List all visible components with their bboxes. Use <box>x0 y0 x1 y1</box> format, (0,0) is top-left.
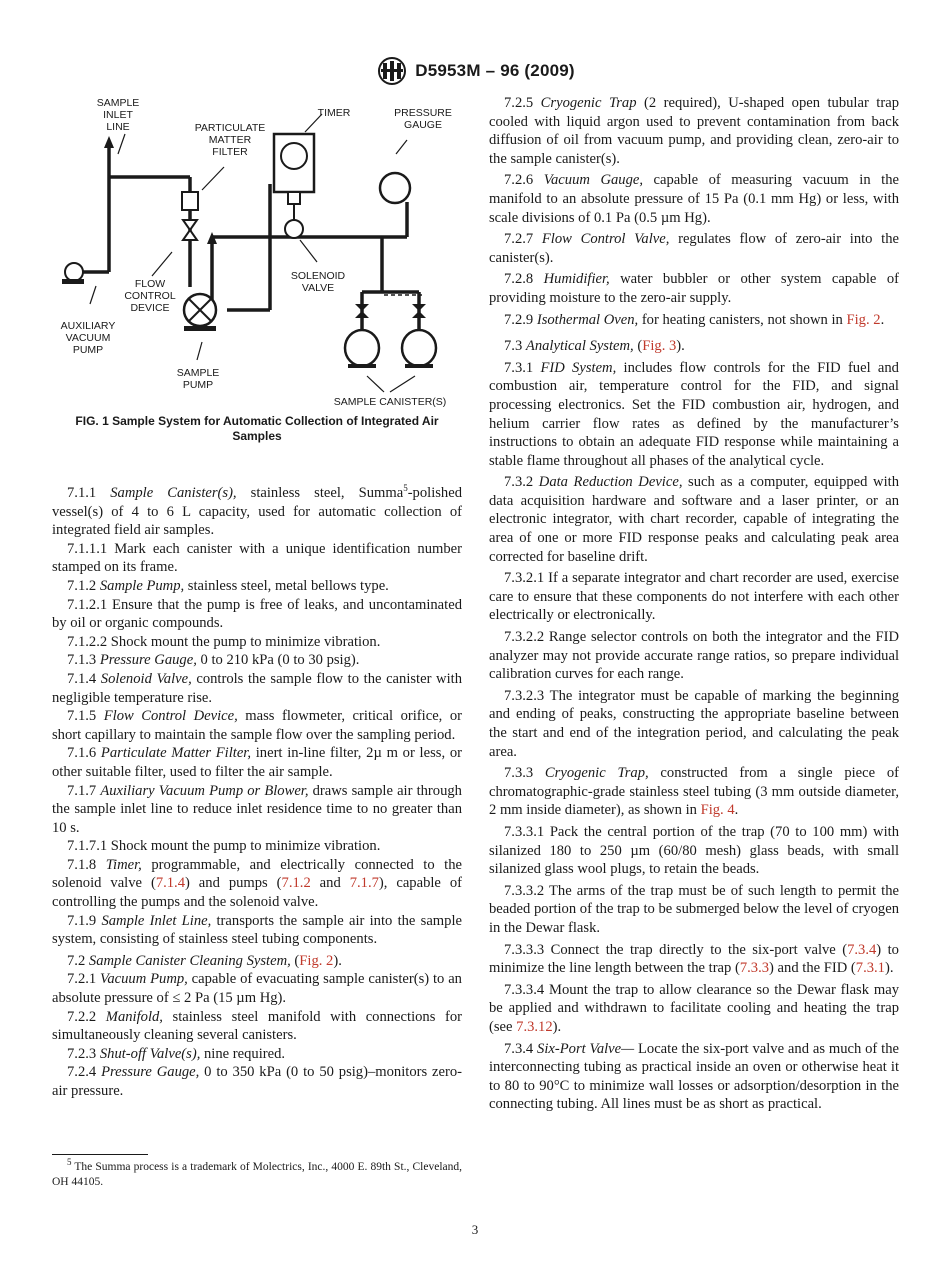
label-flow-control-device-2: CONTROL <box>124 290 176 302</box>
page-header <box>0 56 950 86</box>
paragraph-7-3-3-2: 7.3.3.2 The arms of the trap must be of such length to permit the beaded portion of the trap to be submerged below the level of cryogen in the Dewar flask. <box>489 882 899 936</box>
paragraph-7-2-8: 7.2.8 Humidifier, water bubbler or other system capable of providing moisture to the zero-air supply. <box>489 271 899 306</box>
label-sample-canisters: SAMPLE CANISTER(S) <box>333 396 447 408</box>
paragraph-7-1-1-1: 7.1.1.1 Mark each canister with a unique identification number stamped on its frame. <box>52 540 462 576</box>
label-flow-control-device-3: DEVICE <box>130 302 170 314</box>
paragraph-7-3-2-2: 7.3.2.2 Range selector controls on both the integrator and the FID analyzer may not provide accurate range ratios, so prepare individual calibration curves for each range. <box>489 629 899 683</box>
paragraph-7-2-1: 7.2.1 Vacuum Pump, capable of evacuating sample canister(s) to an absolute pressure of ≤ 2 Pa (15 µm Hg). <box>52 971 462 1007</box>
paragraph-7-2-4: 7.2.4 Pressure Gauge, 0 to 350 kPa (0 to 50 psig)–monitors zero-air pressure. <box>52 1064 462 1099</box>
page-number: 3 <box>471 1222 479 1237</box>
paragraph-7-1-2: 7.1.2 Sample Pump, stainless steel, metal bellows type. <box>67 577 389 594</box>
paragraph-7-2-6: 7.2.6 Vacuum Gauge, capable of measuring vacuum in the manifold to an absolute pressure of 15 Pa (0.1 mm Hg) or less, with scale divisions of 0.1 Pa (0.5 µm Hg). <box>489 172 899 226</box>
label-auxiliary-vacuum-pump: AUXILIARY <box>60 320 116 332</box>
paragraph-7-1-6: 7.1.6 Particulate Matter Filter, inert in-line filter, 2µ m or less, or other suitable filter, used to filter the air sample. <box>52 745 462 780</box>
label-sample-inlet-line: SAMPLE <box>96 97 140 109</box>
paragraph-7-2: 7.2 Sample Canister Cleaning System, (Fig. 2). <box>67 952 342 969</box>
label-particulate-filter-3: FILTER <box>212 146 248 158</box>
label-timer: TIMER <box>317 107 351 119</box>
footnote-mark: 5 <box>67 1157 72 1168</box>
paragraph-7-2-3: 7.2.3 Shut-off Valve(s), nine required. <box>67 1045 286 1062</box>
paragraph-7-3-3-1: 7.3.3.1 Pack the central portion of the trap (70 to 100 mm) with silanized 180 to 250 µm (60/80 mesh) glass beads, with small silanized glass wool plugs, to retain the beads. <box>489 823 900 878</box>
label-solenoid-valve-2: VALVE <box>301 282 335 294</box>
paragraph-7-3-1: 7.3.1 FID System, includes flow controls for the FID fuel and combustion air, temperature control for the FID, and signal processing electronics. Set the FID combustion air, hydrogen, and helium carrier flow rates as defined by the manufacturer’s instructions to obtain an adequate FID response while maintaining a stable flame throughout all phases of the analytical cycle. <box>489 359 899 469</box>
link-7-1-2[interactable]: 7.1.2 <box>281 875 311 892</box>
link-fig-2[interactable]: Fig. 2 <box>299 952 334 969</box>
link-7-3-12[interactable]: 7.3.12 <box>516 1018 553 1035</box>
sample-system-schematic <box>52 92 462 412</box>
paragraph-7-1-4: 7.1.4 Solenoid Valve, controls the sample flow to the canister with negligible temperature rise. <box>52 670 462 706</box>
link-7-1-7[interactable]: 7.1.7 <box>349 875 379 892</box>
link-7-3-3[interactable]: 7.3.3 <box>739 960 770 977</box>
footnote-5 <box>52 1157 462 1190</box>
paragraph-7-1-2-2: 7.1.2.2 Shock mount the pump to minimize vibration. <box>67 633 381 650</box>
paragraph-7-3-2-1: 7.3.2.1 If a separate integrator and chart recorder are used, exercise care to ensure that these components do not interfere with each other electrically or electronically. <box>489 570 899 624</box>
left-column <box>52 484 462 1101</box>
paragraph-7-2-2: 7.2.2 Manifold, stainless steel manifold with connections for simultaneously cleaning several canisters. <box>52 1008 462 1044</box>
document-designation: D5953M – 96 (2009) <box>415 61 575 80</box>
paragraph-7-1-7: 7.1.7 Auxiliary Vacuum Pump or Blower, draws sample air through the sample inlet line to reduce inlet residence time to no greater than 10 s. <box>52 782 462 836</box>
paragraph-7-3-2: 7.3.2 Data Reduction Device, such as a computer, equipped with data acquisition hardware and software and a laser printer, or an electronic integrator, with chart recorder, capable of integrating the area of one or more FID response peaks and calculating peak area corrected for baseline drift. <box>489 474 899 565</box>
label-flow-control-device: FLOW <box>134 278 166 290</box>
link-fig-4[interactable]: Fig. 4 <box>700 802 735 819</box>
footnote-rule <box>52 1154 148 1155</box>
paragraph-7-2-5: 7.2.5 Cryogenic Trap (2 required), U-shaped open tubular trap cooled with liquid argon used to prevent contamination from back diffusion of oil from vacuum pump, and providing clean, zero-air to the sample canister(s). <box>489 95 899 167</box>
label-auxiliary-vacuum-pump-2: VACUUM <box>65 332 111 344</box>
link-7-3-4[interactable]: 7.3.4 <box>847 941 877 958</box>
paragraph-7-3-3-3: 7.3.3.3 Connect the trap directly to the six-port valve (7.3.4) to minimize the line length between the trap (7.3.3) and the FID (7.3.1). <box>489 941 899 977</box>
link-7-3-1[interactable]: 7.3.1 <box>855 960 885 977</box>
paragraph-7-3-4: 7.3.4 Six-Port Valve— Locate the six-port valve and as much of the interconnecting tubing as practical inside an oven or otherwise heat it to 80 to 90°C to minimize wall losses or adsorption/desorption in the connecting tubing. All lines must be as short as practical. <box>489 1040 899 1113</box>
label-sample-pump: SAMPLE <box>176 367 220 379</box>
label-auxiliary-vacuum-pump-3: PUMP <box>72 344 104 356</box>
label-particulate-filter: PARTICULATE <box>194 122 266 134</box>
paragraph-7-1-8: 7.1.8 Timer, programmable, and electrically connected to the solenoid valve (7.1.4) and pumps (7.1.2 and 7.1.7), capable of controlling the pumps and the solenoid valve. <box>52 856 463 911</box>
label-sample-inlet-line-2: INLET <box>103 109 133 121</box>
link-7-1-4[interactable]: 7.1.4 <box>155 875 185 892</box>
footnote-ref-5[interactable]: 5 <box>403 483 408 494</box>
astm-logo-icon <box>375 56 409 86</box>
label-solenoid-valve: SOLENOID <box>290 270 346 282</box>
paragraph-7-2-7: 7.2.7 Flow Control Valve, regulates flow of zero-air into the canister(s). <box>489 231 899 266</box>
right-column <box>489 94 899 1114</box>
label-sample-pump-2: PUMP <box>182 379 214 391</box>
paragraph-7-1-2-1: 7.1.2.1 Ensure that the pump is free of leaks, and uncontaminated by oil or organic compounds. <box>52 596 462 632</box>
paragraph-7-1-9: 7.1.9 Sample Inlet Line, transports the sample air into the sample system, consisting of stainless steel tubing components. <box>52 912 462 948</box>
figure-1-diagram <box>52 92 462 412</box>
label-particulate-filter-2: MATTER <box>208 134 252 146</box>
figure-1-caption: FIG. 1 Sample System for Automatic Collection of Integrated Air Samples <box>75 414 439 443</box>
paragraph-7-1-5: 7.1.5 Flow Control Device, mass flowmeter, critical orifice, or short capillary to maintain the sample flow over the sampling period. <box>52 708 462 743</box>
paragraph-7-3-3-4: 7.3.3.4 Mount the trap to allow clearance so the Dewar flask may be applied and withdrawn to facilitate cooling and heating the trap (see 7.3.12). <box>489 981 899 1035</box>
paragraph-7-3-2-3: 7.3.2.3 The integrator must be capable of marking the beginning and ending of peaks, constructing the appropriate baseline between the start and end of the integration period, and calculating the peak area. <box>489 687 899 760</box>
footnote-text: The Summa process is a trademark of Molectrics, Inc., 4000 E. 89th St., Cleveland, OH 44105. <box>52 1161 462 1188</box>
link-fig-2-b[interactable]: Fig. 2 <box>846 311 881 328</box>
paragraph-7-1-1: 7.1.1 Sample Canister(s), stainless steel, Summa$^5$-polished vessel(s) of 4 to 6 L capacity, used for automatic collection of integrated field air samples. <box>52 483 463 539</box>
paragraph-7-1-7-1: 7.1.7.1 Shock mount the pump to minimize vibration. <box>67 838 381 855</box>
paragraph-7-3: 7.3 Analytical System, (Fig. 3). <box>504 338 685 355</box>
label-sample-inlet-line-3: LINE <box>106 121 130 133</box>
label-pressure-gauge-2: GAUGE <box>404 119 442 131</box>
link-fig-3[interactable]: Fig. 3 <box>642 338 677 355</box>
paragraph-7-1-3: 7.1.3 Pressure Gauge, 0 to 210 kPa (0 to 30 psig). <box>67 652 360 669</box>
label-pressure-gauge: PRESSURE <box>394 107 452 119</box>
paragraph-7-3-3: 7.3.3 Cryogenic Trap, constructed from a single piece of chromatographic-grade stainless steel tubing (3 mm outside diameter, 2 mm inside diameter), as shown in Fig. 4. <box>489 765 899 819</box>
paragraph-7-2-9: 7.2.9 Isothermal Oven, for heating canisters, not shown in Fig. 2. <box>504 311 885 328</box>
